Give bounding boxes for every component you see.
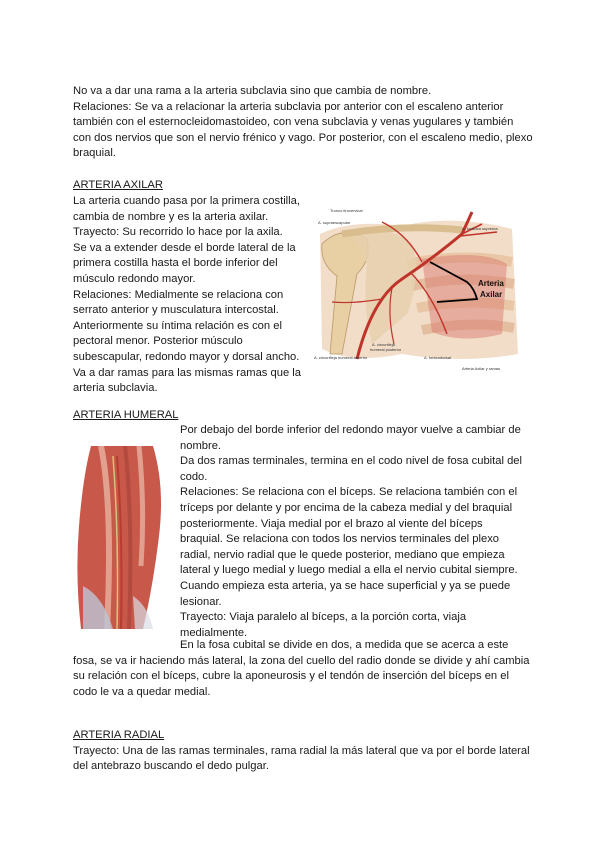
humeral-paragraph-3: Relaciones: Se relaciona con el bíceps. Se relaciona también con el tríceps por delante y por encima de la cabeza medial y del braquial posteriormente. Viaja medial por el brazo al viente del bíceps braquial. Se relaciona con todos los nervios terminales del plexo radial, nervio radial que le quede posterior, mediano que empieza lateral y luego medial y luego medial a ella el nervio cubital siempre.: [180, 486, 518, 577]
fig-label-circunfleja-anterior: A. circunfleja humeral anterior: [314, 355, 368, 360]
fig-overlay-axilar: Axilar: [480, 290, 503, 299]
fig-label-toracodorsal: A. toracodorsal: [424, 355, 451, 360]
humeral-text-right: [180, 423, 526, 641]
fig-caption: Arteria Axilar y ramas: [462, 366, 501, 371]
axilar-text: [73, 194, 301, 397]
axilar-heading-block: [73, 178, 533, 194]
fig-label-supraescapular: A. supraescapular: [318, 220, 351, 225]
humeral-paragraph-4: Cuando empieza esta arteria, ya se hace superficial y ya se puede lesionar.: [180, 579, 511, 608]
radial-paragraph-1: Trayecto: Una de las ramas terminales, rama radial la más lateral que va por el borde lateral del antebrazo buscando el dedo pulgar.: [73, 744, 530, 773]
fig-label-circunfleja-1: A. circunfleja: [372, 342, 395, 347]
radial-section: [73, 728, 533, 775]
axilar-paragraph-2: Trayecto: Su recorrido lo hace por la axila.: [73, 226, 283, 239]
humeral-heading: ARTERIA HUMERAL: [73, 409, 179, 421]
humeral-paragraph-1: Por debajo del borde inferior del redondo mayor vuelve a cambiar de nombre.: [180, 424, 521, 452]
radial-heading: ARTERIA RADIAL: [73, 729, 165, 741]
axilar-heading: ARTERIA AXILAR: [73, 179, 163, 191]
axilar-paragraph-6: Va a dar ramas para las mismas ramas que la arteria subclavia.: [73, 366, 301, 395]
fig-label-toracica: A. torácica suprema: [462, 226, 498, 231]
humeral-paragraph-5: Trayecto: Viaja paralelo al bíceps, a la porción corta, viaja medialmente.: [180, 611, 467, 639]
axilar-artery-illustration: [312, 204, 524, 374]
intro-line: No va a dar una rama a la arteria subclavia sino que cambia de nombre.: [73, 85, 432, 97]
axilar-paragraph-5: Anteriormente su íntima relación es con el pectoral menor. Posterior músculo subescapular, redondo mayor y dorsal ancho.: [73, 319, 300, 363]
intro-relaciones: Relaciones: Se va a relacionar la arteria subclavia por anterior con el escaleno anterior también con el esternocleidomastoideo, con vena subclavia y venas yugulares y también con dos nervios que son el nervio frénico y vago. Por posterior, con el escaleno medio, plexo braquial.: [73, 100, 533, 160]
axilar-paragraph-3: Se va a extender desde el borde lateral de la primera costilla hasta el borde inferior del músculo redondo mayor.: [73, 241, 296, 285]
axilar-paragraph-4: Relaciones: Medialmente se relaciona con serrato anterior y musculatura intercostal.: [73, 288, 284, 317]
humeral-text-full: [73, 638, 533, 700]
humeral-paragraph-6: En la fosa cubital se divide en dos, a medida que se acerca a este fosa, se va ir haciendo más lateral, la zona del cuello del radio donde se divide y ahí cambia su relación con el bíceps, cubre la aponeurosis y el tendón de inserción del bíceps en el codo le va a quedar medial.: [73, 639, 530, 698]
arm-illustration-svg: [73, 446, 168, 629]
fig-overlay-arteria: Arteria: [478, 279, 504, 288]
arm-muscle-illustration: [73, 446, 168, 629]
intro-section: [73, 84, 533, 162]
humeral-paragraph-2: Da dos ramas terminales, termina en el codo nivel de fosa cubital del codo.: [180, 455, 523, 483]
fig-label-circunfleja-2: humeral posterior: [370, 347, 402, 352]
axilar-paragraph-1: La arteria cuando pasa por la primera costilla, cambia de nombre y es la arteria axilar.: [73, 195, 300, 223]
fig-label-tronco: Tronco tirocervical: [330, 208, 363, 213]
humeral-heading-block: [73, 408, 533, 424]
